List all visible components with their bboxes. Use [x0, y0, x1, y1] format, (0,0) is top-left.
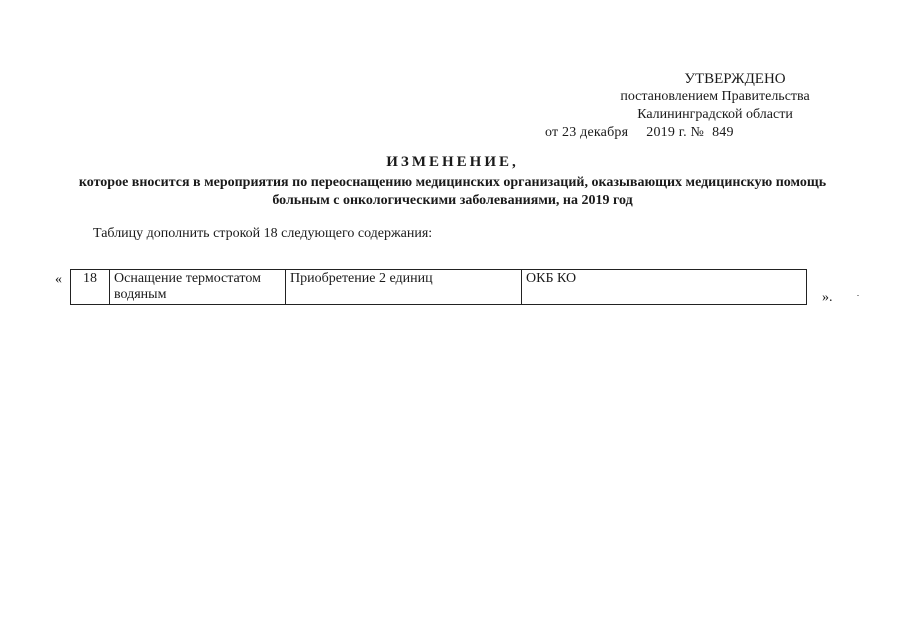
document-subtitle: которое вносится в мероприятия по переоснащению медицинских организаций, оказывающих медицинскую помощь больным с онкологическими заболеваниями, на 2019 год: [78, 175, 827, 208]
document-title: ИЗМЕНЕНИЕ,: [386, 154, 519, 170]
decree-number: 849: [712, 125, 734, 140]
row-name-cell: Оснащение термостатом водяным: [110, 270, 286, 305]
approval-title: УТВЕРЖДЕНО: [684, 71, 786, 87]
date-year: 2019 г.: [646, 125, 687, 140]
amendment-table: [70, 269, 807, 305]
scan-speck: [857, 295, 859, 296]
approval-block: [545, 70, 845, 142]
table-row: [71, 270, 807, 305]
date-day: 23: [562, 125, 577, 140]
date-month: декабря: [580, 125, 629, 140]
instruction-text: Таблицу дополнить строкой 18 следующего содержания:: [93, 226, 433, 241]
row-number-cell: 18: [71, 270, 110, 305]
row-organization-cell: ОКБ КО: [522, 270, 807, 305]
approval-date: [545, 124, 845, 142]
quote-open: «: [55, 272, 62, 287]
approval-line-1: постановлением Правительства: [620, 89, 810, 104]
row-action-cell: Приобретение 2 единиц: [286, 270, 522, 305]
number-sign: №: [690, 125, 705, 140]
quote-close: ».: [822, 290, 833, 305]
approval-line-2: Калининградской области: [637, 107, 793, 122]
date-prefix: от: [545, 125, 559, 140]
